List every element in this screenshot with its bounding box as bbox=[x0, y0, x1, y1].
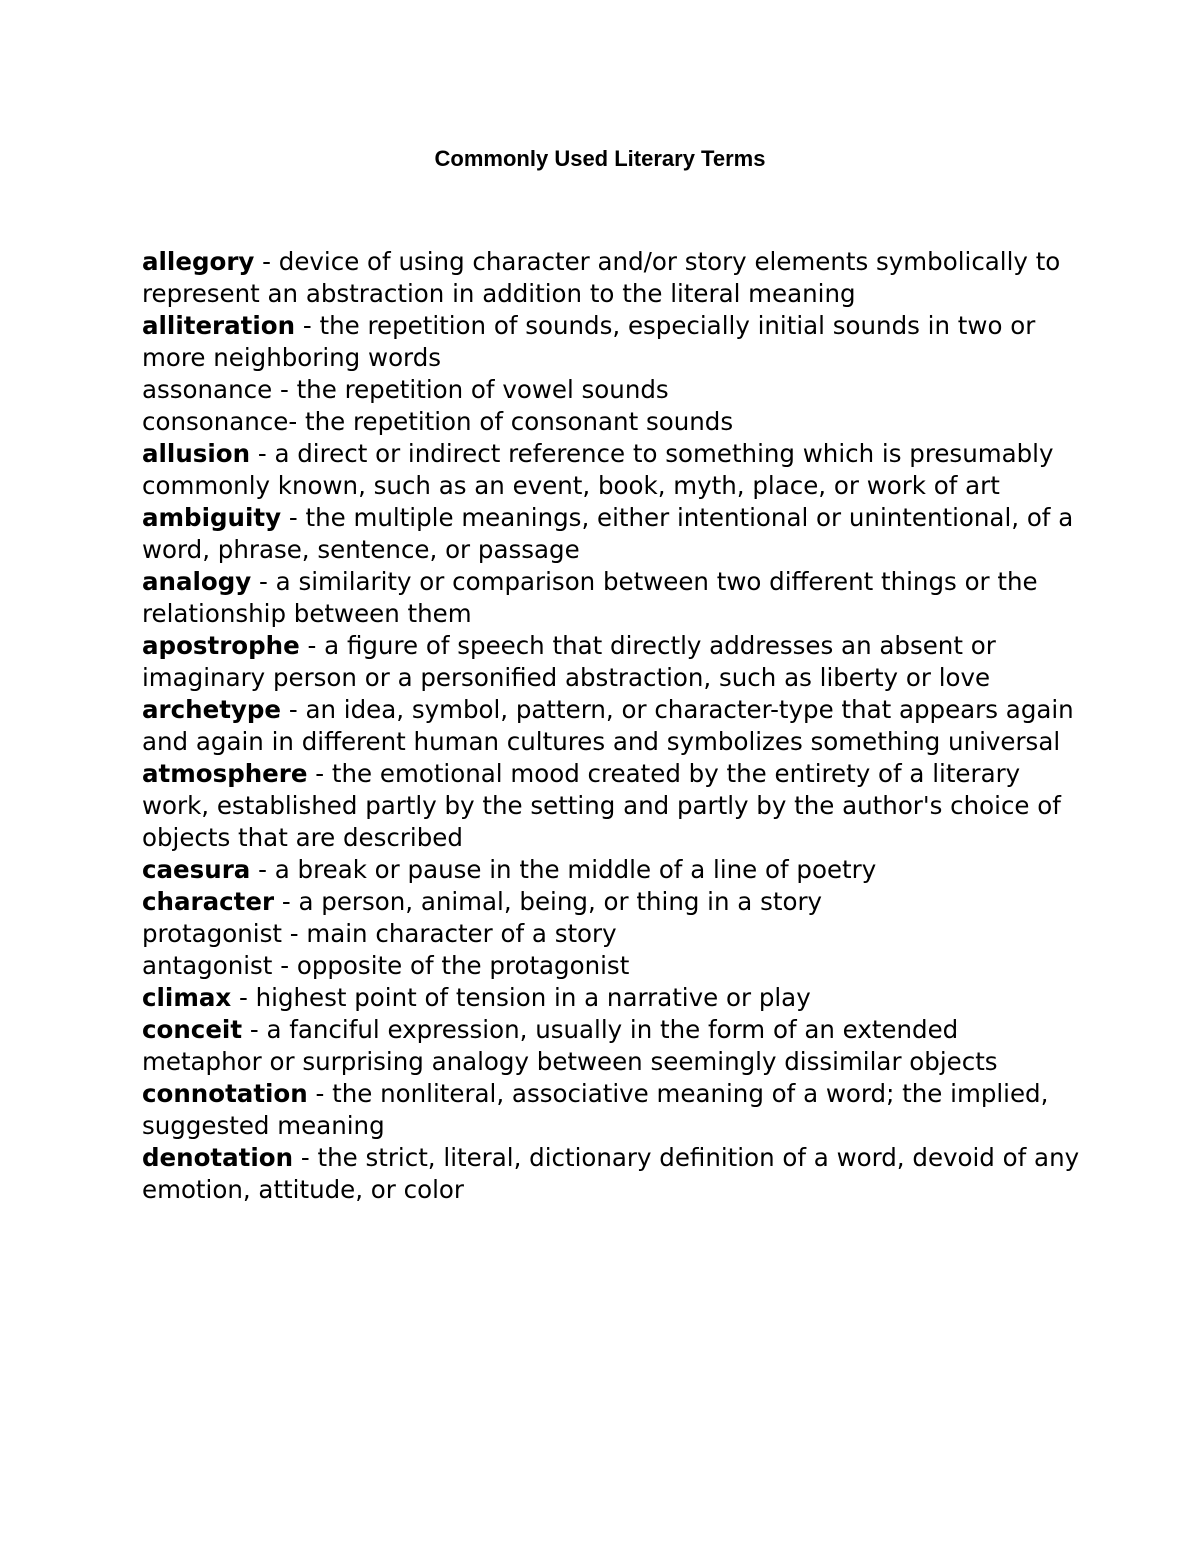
glossary-entry bbox=[142, 982, 1082, 1014]
glossary-entry bbox=[142, 1142, 1082, 1206]
glossary-term: archetype bbox=[142, 695, 282, 724]
term-separator: - bbox=[307, 1079, 333, 1108]
glossary-term: alliteration bbox=[142, 311, 296, 340]
glossary-term: connotation bbox=[142, 1079, 308, 1108]
term-separator: - bbox=[281, 695, 306, 724]
glossary-entry bbox=[142, 406, 1082, 438]
glossary-entry bbox=[142, 758, 1082, 854]
glossary-term: antagonist bbox=[142, 951, 273, 980]
term-separator: - bbox=[293, 1143, 318, 1172]
term-separator: - bbox=[251, 567, 276, 596]
glossary-definition: the strict, literal, dictionary definition of a word, devoid of any emotion, attitude, or color bbox=[142, 1143, 1080, 1204]
glossary-term: consonance bbox=[142, 407, 289, 436]
glossary-term: caesura bbox=[142, 855, 251, 884]
term-separator: - bbox=[272, 375, 297, 404]
glossary-definition: the repetition of consonant sounds bbox=[305, 407, 734, 436]
glossary-entry bbox=[142, 950, 1082, 982]
glossary-term: denotation bbox=[142, 1143, 294, 1172]
glossary-term: climax bbox=[142, 983, 232, 1012]
glossary-term: assonance bbox=[142, 375, 273, 404]
glossary-term: allusion bbox=[142, 439, 251, 468]
term-separator: - bbox=[295, 311, 320, 340]
glossary-definition: highest point of tension in a narrative or play bbox=[255, 983, 811, 1012]
term-separator: - bbox=[274, 887, 299, 916]
glossary-definition: the nonliteral, associative meaning of a word; the implied, suggested meaning bbox=[142, 1079, 1049, 1140]
glossary-term: allegory bbox=[142, 247, 255, 276]
glossary-definition: the emotional mood created by the entirety of a literary work, established partly by the setting and partly by the author's choice of objects that are described bbox=[142, 759, 1061, 852]
glossary-entry bbox=[142, 918, 1082, 950]
term-separator: - bbox=[272, 951, 297, 980]
glossary-term: ambiguity bbox=[142, 503, 282, 532]
glossary-definition: a figure of speech that directly addresses an absent or imaginary person or a personified abstraction, such as liberty or love bbox=[142, 631, 996, 692]
glossary-definition: a direct or indirect reference to something which is presumably commonly known, such as an event, book, myth, place, or work of art bbox=[142, 439, 1054, 500]
term-separator: - bbox=[307, 759, 332, 788]
glossary-term: conceit bbox=[142, 1015, 243, 1044]
glossary-entry bbox=[142, 502, 1082, 566]
term-separator: - bbox=[231, 983, 256, 1012]
glossary-term: character bbox=[142, 887, 275, 916]
glossary-term: atmosphere bbox=[142, 759, 308, 788]
glossary-entry bbox=[142, 694, 1082, 758]
term-separator: - bbox=[281, 503, 306, 532]
glossary-entry bbox=[142, 438, 1082, 502]
glossary-definition: the multiple meanings, either intentional or unintentional, of a word, phrase, sentence, or passage bbox=[142, 503, 1074, 564]
glossary-definition: a similarity or comparison between two different things or the relationship between them bbox=[142, 567, 1038, 628]
glossary-entry bbox=[142, 1014, 1082, 1078]
glossary-definition: main character of a story bbox=[306, 919, 617, 948]
term-separator: - bbox=[242, 1015, 267, 1044]
glossary-entry bbox=[142, 886, 1082, 918]
glossary-definition: an idea, symbol, pattern, or character-type that appears again and again in different human cultures and symbolizes something universal bbox=[142, 695, 1074, 756]
glossary-entry bbox=[142, 630, 1082, 694]
glossary-definition: the repetition of sounds, especially initial sounds in two or more neighboring words bbox=[142, 311, 1036, 372]
glossary-definition: the repetition of vowel sounds bbox=[296, 375, 669, 404]
term-separator: - bbox=[250, 439, 275, 468]
term-separator: - bbox=[299, 631, 325, 660]
glossary-entry bbox=[142, 566, 1082, 630]
term-separator: - bbox=[254, 247, 279, 276]
glossary-entry bbox=[142, 1078, 1082, 1142]
glossary-definition: opposite of the protagonist bbox=[296, 951, 630, 980]
page-title: Commonly Used Literary Terms bbox=[434, 146, 766, 171]
glossary-entry bbox=[142, 310, 1082, 374]
glossary-definition: a fanciful expression, usually in the form of an extended metaphor or surprising analogy between seemingly dissimilar objects bbox=[142, 1015, 998, 1076]
glossary-definition: a person, animal, being, or thing in a story bbox=[298, 887, 823, 916]
term-separator: - bbox=[281, 919, 307, 948]
glossary-term: protagonist bbox=[142, 919, 282, 948]
glossary-definition: device of using character and/or story elements symbolically to represent an abstraction in addition to the literal meaning bbox=[142, 247, 1061, 308]
glossary-definition: a break or pause in the middle of a line of poetry bbox=[274, 855, 877, 884]
term-separator: - bbox=[288, 407, 305, 436]
glossary-list bbox=[142, 246, 1082, 1206]
glossary-entry bbox=[142, 374, 1082, 406]
glossary-term: apostrophe bbox=[142, 631, 300, 660]
term-separator: - bbox=[250, 855, 275, 884]
glossary-term: analogy bbox=[142, 567, 252, 596]
glossary-entry bbox=[142, 246, 1082, 310]
glossary-entry bbox=[142, 854, 1082, 886]
